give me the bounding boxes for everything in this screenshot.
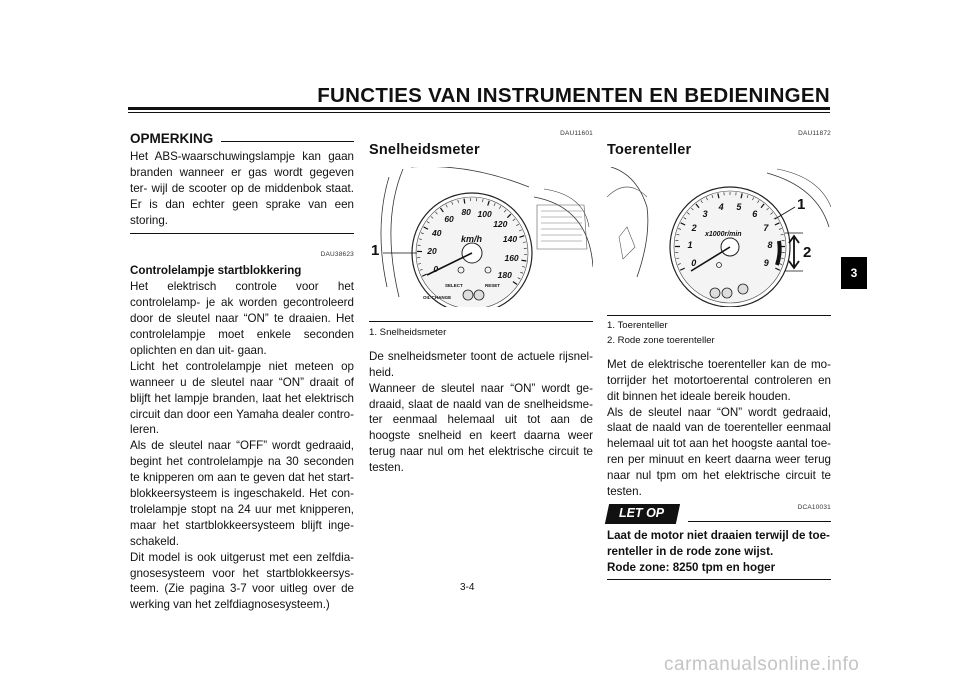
- caution-label: LET OP: [619, 505, 665, 520]
- header-rule-thin: [128, 112, 830, 113]
- tachometer-tick-label: 7: [763, 223, 769, 234]
- tachometer-callout-1: 1: [797, 195, 806, 213]
- speedometer-tick-label: 80: [461, 207, 471, 218]
- page-header-title: FUNCTIES VAN INSTRUMENTEN EN BEDIENINGEN: [317, 84, 830, 107]
- note-heading: [130, 131, 354, 147]
- tachometer-tick-label: 3: [702, 209, 708, 220]
- note-title: OPMERKING: [130, 131, 214, 146]
- tachometer-callout-2: 2: [803, 243, 812, 261]
- speedometer-tick-label: 60: [444, 214, 454, 225]
- select-button-label: SELECT: [445, 282, 463, 288]
- tachometer-title: Toerenteller: [607, 141, 692, 158]
- right-column: [607, 126, 831, 580]
- speedometer-tick-label: 120: [493, 218, 508, 229]
- note-title-rule: [221, 141, 354, 142]
- speedometer-unit-label: km/h: [461, 233, 483, 244]
- immobilizer-para-2: Licht het controlelampje niet meteen op wanneer u de sleutel naar “ON” draait of blijft het lampje branden, laat het elektrisch circuit dan door een Yamaha dealer contro- leren.: [130, 359, 354, 437]
- caution-box: [607, 528, 831, 576]
- tachometer-tick-label: 0: [691, 257, 697, 268]
- figure-bottom-rule: [607, 315, 831, 316]
- caution-rule: [688, 521, 831, 522]
- tachometer-tick-label: 2: [691, 223, 697, 234]
- note-bottom-rule: [130, 233, 354, 234]
- speedometer-para-2: Wanneer de sleutel naar “ON” wordt ge- draaid, slaat de naald van de snelheidsme- ter eenmaal helemaal uit tot aan de hoogste snelheid en keert daarna weer terug naar nul om het elektrische circuit te testen.: [369, 381, 593, 475]
- tachometer-figure: [607, 167, 831, 307]
- tachometer-unit-label: x1000r/min: [705, 230, 742, 238]
- left-column: [130, 131, 354, 613]
- caution-text-1: Laat de motor niet draaien terwijl de toe- renteller in de rode zone wijst.: [607, 528, 830, 558]
- speedometer-tick-label: 40: [432, 227, 442, 238]
- tachometer-tick-label: 1: [687, 240, 693, 251]
- speedometer-title: Snelheidsmeter: [369, 141, 480, 158]
- caution-text-2: Rode zone: 8250 tpm en hoger: [607, 560, 776, 574]
- speedometer-tick-label: 100: [477, 208, 492, 219]
- section-code: DAU11601: [560, 130, 593, 137]
- oil-change-label: OIL CHANGE: [423, 294, 452, 300]
- caution-bottom-rule: [607, 579, 831, 580]
- reset-button-label: RESET: [485, 282, 501, 288]
- speedometer-tick-mark: [521, 260, 526, 261]
- caution-badge: [605, 504, 680, 524]
- speedometer-tick-label: 180: [497, 269, 512, 280]
- tachometer-para-2: Als de sleutel naar “ON” wordt gedraaid, slaat de naald van de toerenteller eenmaal helemaal uit tot aan het hoogste aantal toe- ren per minuut en keert daarna weer terug naar nul tpm om het elektrische circuit te testen.: [607, 405, 831, 499]
- immobilizer-para-1: Het elektrisch controle voor het controlelamp- je ak worden gecontroleerd door de sleutel naar “ON” te draaien. Het controlelampje moet enkele seconden oplichten en dan uit- gaan.: [130, 280, 354, 357]
- speedometer-tick-label: 160: [504, 252, 519, 263]
- speedometer-para-1: De snelheidsmeter toont de actuele rijsnel- heid.: [369, 349, 593, 379]
- speedometer-tick-label: 0: [433, 263, 439, 274]
- tachometer-tick-label: 8: [767, 240, 773, 251]
- speedometer-figure: [369, 167, 593, 307]
- header-rule-thick: [128, 107, 830, 110]
- figure-bottom-rule: [369, 321, 593, 322]
- immobilizer-subtitle: Controlelampje startblokkering: [130, 264, 302, 278]
- tachometer-tick-label: 5: [736, 201, 742, 212]
- speedometer-tick-mark: [464, 198, 465, 203]
- tachometer-para-1: Met de elektrische toerenteller kan de mo- torrijder het motortoerental controleren en dit binnen het ideale bereik houden.: [607, 357, 831, 403]
- section-code: DAU11872: [798, 130, 831, 137]
- tachometer-tick-label: 4: [718, 201, 724, 212]
- tachometer-tick-label: 6: [752, 209, 758, 220]
- tachometer-tick-label: 9: [763, 257, 769, 268]
- section-code: DAU38623: [320, 251, 354, 259]
- immobilizer-para-4: Dit model is ook uitgerust met een zelfdia- gnosesysteem voor het startblokkeersys- teem. (Zie pagina 3-7 voor uitleg over de werking van het zelfdiagnosesysteem.): [130, 550, 354, 612]
- page-number: 3-4: [460, 582, 475, 593]
- middle-column: [369, 126, 593, 476]
- watermark: carmanualsonline.info: [664, 654, 860, 675]
- speedometer-callout-1: 1: [371, 241, 380, 259]
- speedometer-tick-label: 20: [427, 245, 437, 256]
- speedometer-caption: 1. Snelheidsmeter: [369, 326, 447, 338]
- caution-code: DCA10031: [797, 503, 831, 511]
- immobilizer-para-3: Als de sleutel naar “OFF” wordt gedraaid, begint het controlelampje na 30 seconden te knipperen om aan te geven dat het start- blokkeersysteem is ingeschakeld. Het con- trolelampje stopt na 24 uur met knipperen, maar het startblokkeersysteem blijft inge- schakeld.: [130, 439, 354, 548]
- tachometer-caption-2: 2. Rode zone toerenteller: [607, 334, 715, 346]
- note-text: Het ABS-waarschuwingslampje kan gaan branden wanneer er gas wordt gegeven ter- wijl de scooter op de middenbok staat. Er is dan echter geen sprake van een storing.: [130, 149, 354, 227]
- chapter-tab[interactable]: 3: [841, 257, 867, 289]
- tachometer-caption-1: 1. Toerenteller: [607, 319, 668, 331]
- speedometer-tick-label: 140: [502, 234, 518, 245]
